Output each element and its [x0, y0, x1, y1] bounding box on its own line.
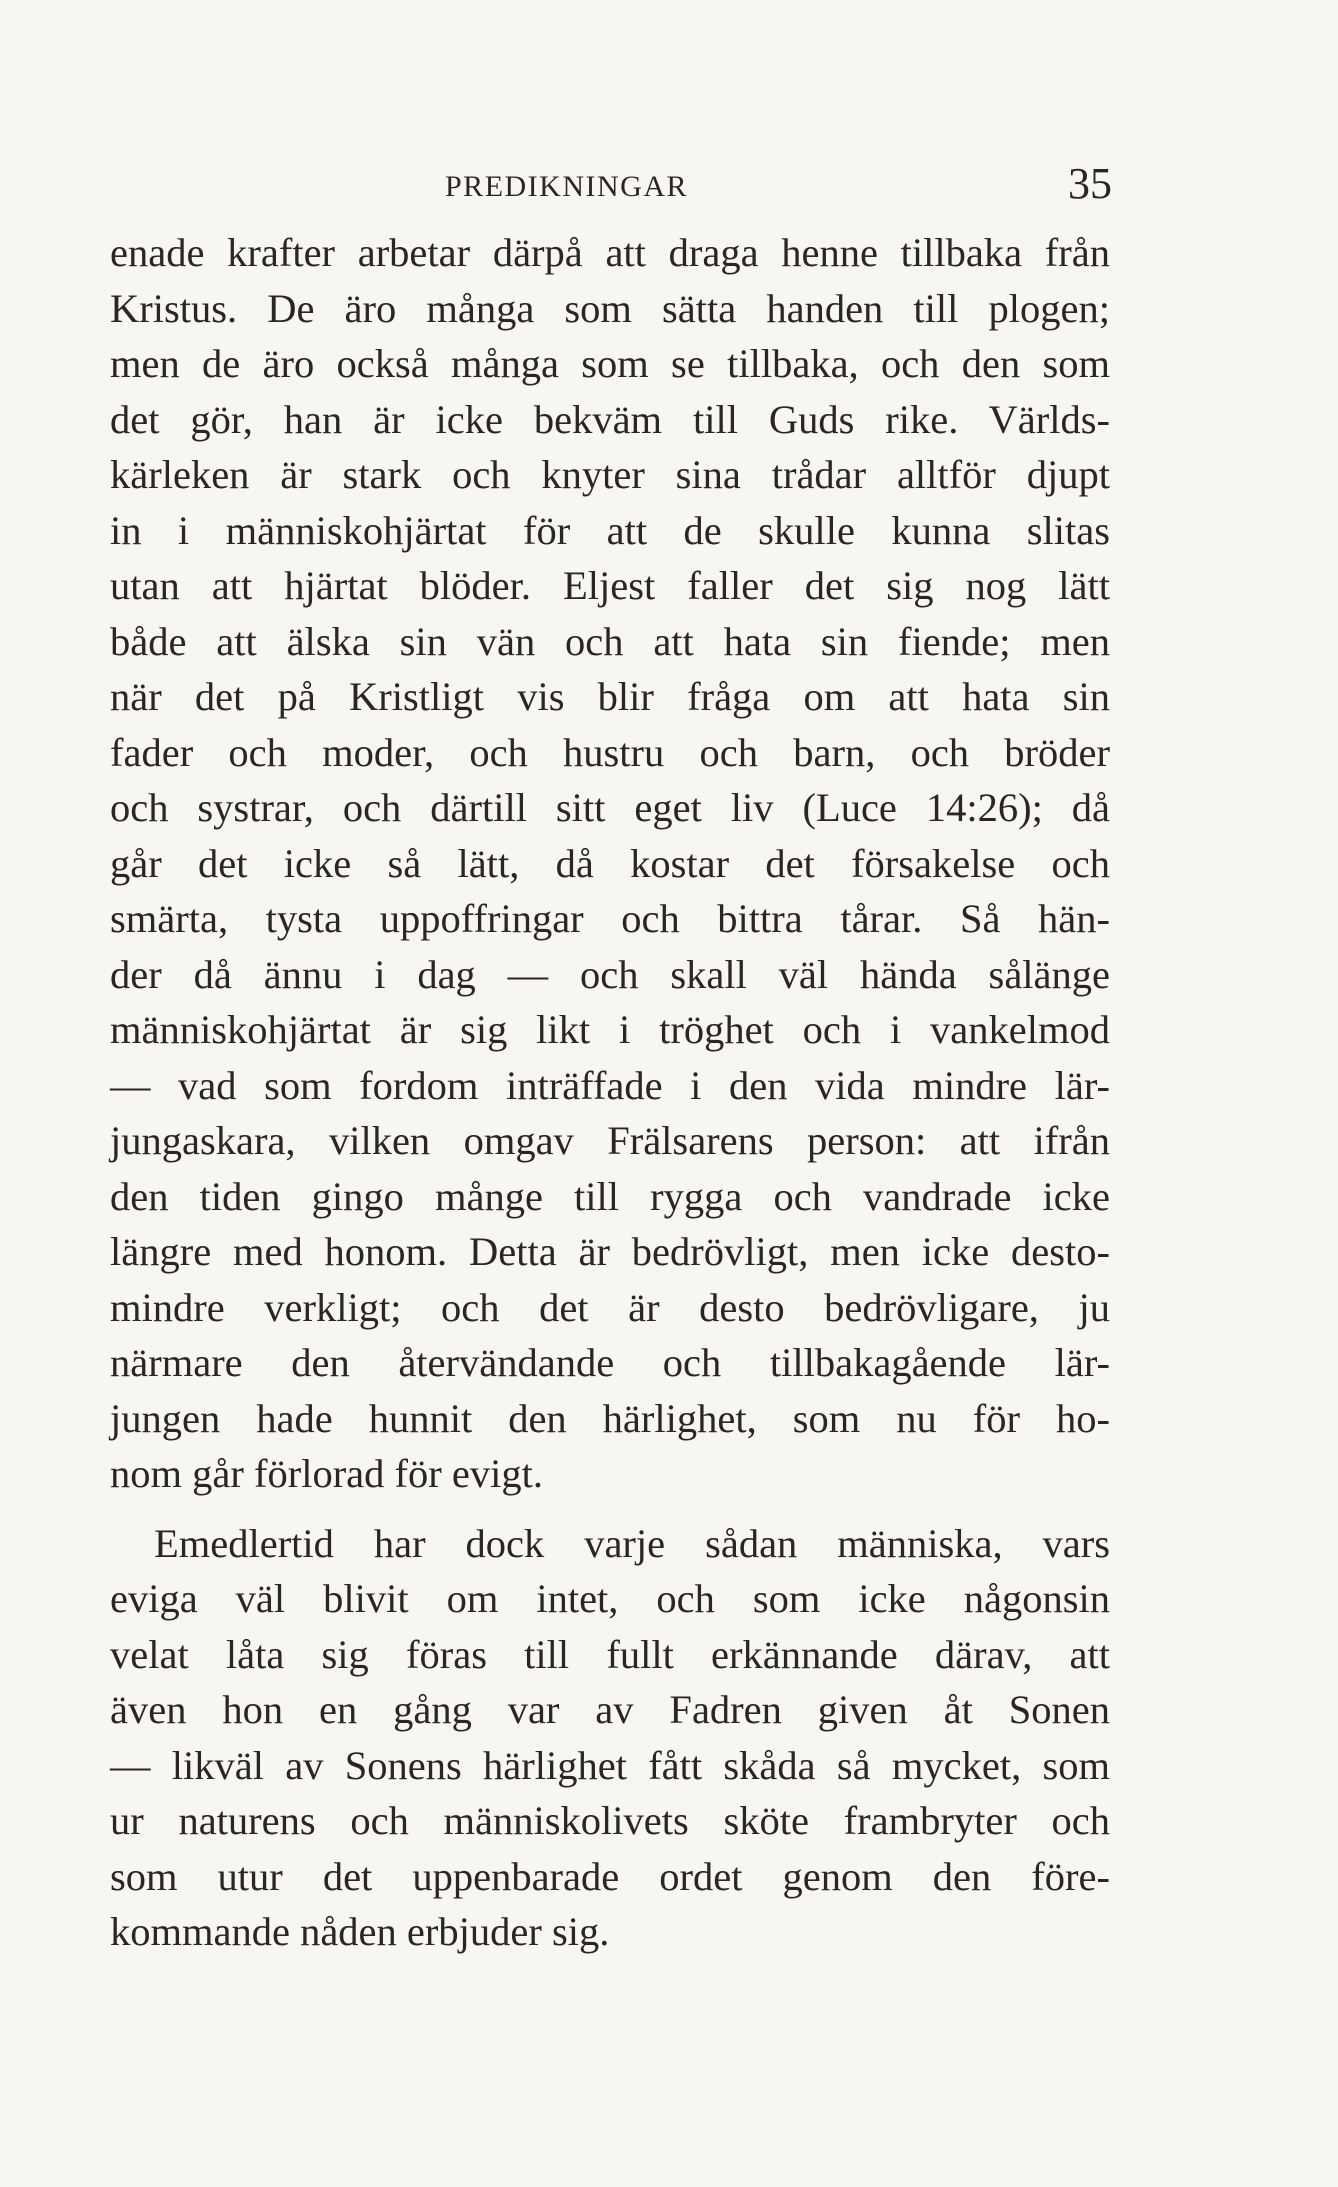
paragraph-2	[110, 1516, 1110, 1960]
text-line: både att älska sin vän och att hata sin fiende; men	[110, 618, 1110, 664]
text-line: kommande nåden erbjuder sig.	[110, 1909, 610, 1954]
text-line: som utur det uppenbarade ordet genom den före-	[110, 1853, 1110, 1899]
text-line: när det på Kristligt vis blir fråga om att hata sin	[110, 674, 1110, 719]
text-line: mindre verkligt; och det är desto bedrövligare, ju	[110, 1284, 1110, 1330]
text-line: fader och moder, och hustru och barn, och bröder	[110, 729, 1110, 775]
text-line: jungen hade hunnit den härlighet, som nu för ho-	[110, 1395, 1110, 1441]
text-line: enade krafter arbetar därpå att draga henne tillbaka från	[110, 230, 1110, 275]
text-line: smärta, tysta uppoffringar och bittra tårar. Så hän-	[110, 896, 1110, 941]
running-title: PREDIKNINGAR	[445, 170, 688, 203]
page-number: 35	[1068, 159, 1112, 208]
paragraph-1	[110, 225, 1110, 1502]
text-line: — vad som fordom inträffade i den vida mindre lär-	[110, 1062, 1110, 1108]
text-line: velat låta sig föras till fullt erkännande därav, att	[110, 1631, 1110, 1677]
text-line: ur naturens och människolivets sköte frambryter och	[110, 1798, 1110, 1843]
text-line: in i människohjärtat för att de skulle kunna slitas	[110, 507, 1110, 553]
text-line: — likväl av Sonens härlighet fått skåda så mycket, som	[110, 1742, 1110, 1788]
text-line: den tiden gingo månge till rygga och vandrade icke	[110, 1173, 1110, 1219]
text-line: Emedlertid har dock varje sådan människa, vars	[154, 1520, 1110, 1566]
paragraph-gap	[110, 1502, 1110, 1516]
text-line: även hon en gång var av Fadren given åt Sonen	[110, 1687, 1110, 1732]
text-line: går det icke så lätt, då kostar det försakelse och	[110, 840, 1110, 886]
text-line: utan att hjärtat blöder. Eljest faller det sig nog lätt	[110, 563, 1110, 608]
text-line: eviga väl blivit om intet, och som icke någonsin	[110, 1576, 1110, 1621]
text-line: nom går förlorad för evigt.	[110, 1451, 543, 1496]
text-line: jungaskara, vilken omgav Frälsarens person: att ifrån	[110, 1118, 1110, 1163]
text-line: men de äro också många som se tillbaka, och den som	[110, 341, 1110, 386]
text-line: och systrar, och därtill sitt eget liv (Luce 14:26); då	[110, 785, 1110, 830]
page-header	[110, 158, 1110, 218]
text-line: kärleken är stark och knyter sina trådar alltför djupt	[110, 452, 1110, 497]
text-line: Kristus. De äro många som sätta handen till plogen;	[110, 285, 1110, 331]
text-line: det gör, han är icke bekväm till Guds rike. Världs-	[110, 396, 1110, 442]
text-line: närmare den återvändande och tillbakagående lär-	[110, 1340, 1110, 1385]
text-line: längre med honom. Detta är bedrövligt, men icke desto-	[110, 1229, 1110, 1274]
text-line: der då ännu i dag — och skall väl hända sålänge	[110, 951, 1110, 997]
text-line: människohjärtat är sig likt i tröghet och i vankelmod	[110, 1007, 1110, 1052]
body-text	[110, 225, 1110, 1960]
